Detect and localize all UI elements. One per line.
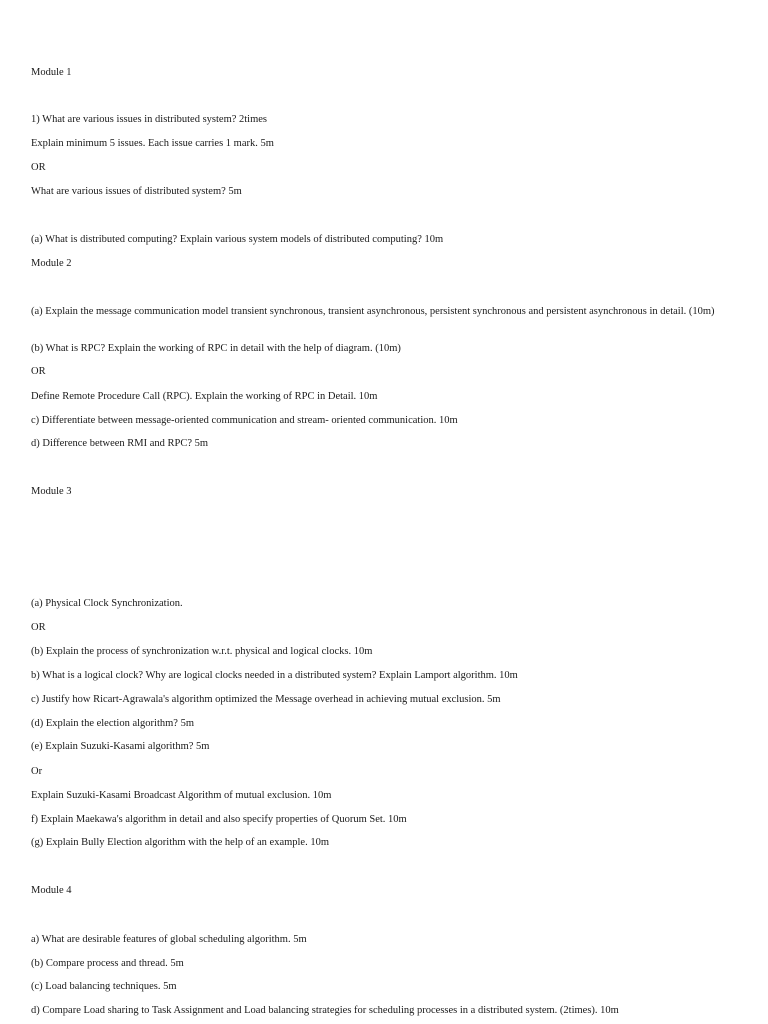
module-4-heading: Module 4 xyxy=(31,885,72,896)
module-3-question-b: (b) Explain the process of synchronization w.r.t. physical and logical clocks. 10m xyxy=(31,646,373,657)
module-3-question-c: c) Justify how Ricart-Agrawala's algorithm optimized the Message overhead in achieving mutual exclusion. 5m xyxy=(31,694,501,705)
module-2-question-a: (a) Explain the message communication model transient synchronous, transient asynchronous, persistent synchronous and persistent asynchronous in detail. (10m) xyxy=(31,306,715,317)
module-4-question-a: a) What are desirable features of global scheduling algorithm. 5m xyxy=(31,934,307,945)
module-4-question-c: (c) Load balancing techniques. 5m xyxy=(31,981,177,992)
module-1-heading: Module 1 xyxy=(31,67,72,78)
module-3-question-f: f) Explain Maekawa's algorithm in detail and also specify properties of Quorum Set. 10m xyxy=(31,814,407,825)
module-1-question-1: 1) What are various issues in distributed system? 2times xyxy=(31,114,268,125)
module-2-question-c: c) Differentiate between message-oriented communication and stream- oriented communication. 10m xyxy=(31,415,458,426)
module-3-question-a: (a) Physical Clock Synchronization. xyxy=(31,598,183,609)
module-1-question-1-note: Explain minimum 5 issues. Each issue carries 1 mark. 5m xyxy=(31,138,274,149)
module-3-or-2: Or xyxy=(31,766,43,777)
module-3-question-d: (d) Explain the election algorithm? 5m xyxy=(31,718,194,729)
module-3-or: OR xyxy=(31,622,46,633)
module-4-question-d: d) Compare Load sharing to Task Assignment and Load balancing strategies for scheduling processes in a distributed system. (2times). 10m xyxy=(31,1005,619,1016)
module-3-question-e: (e) Explain Suzuki-Kasami algorithm? 5m xyxy=(31,741,210,752)
module-2-heading: Module 2 xyxy=(31,258,72,269)
module-3-question-e-alt: Explain Suzuki-Kasami Broadcast Algorithm of mutual exclusion. 10m xyxy=(31,790,332,801)
module-1-question-1-alt: What are various issues of distributed system? 5m xyxy=(31,186,242,197)
module-3-question-b2: b) What is a logical clock? Why are logical clocks needed in a distributed system? Explain Lamport algorithm. 10m xyxy=(31,670,518,681)
module-2-question-d: d) Difference between RMI and RPC? 5m xyxy=(31,438,209,449)
module-2-question-b: (b) What is RPC? Explain the working of RPC in detail with the help of diagram. (10m) xyxy=(31,343,401,354)
module-2-question-b-alt: Define Remote Procedure Call (RPC). Explain the working of RPC in Detail. 10m xyxy=(31,391,378,402)
module-4-question-b: (b) Compare process and thread. 5m xyxy=(31,958,184,969)
module-1-or: OR xyxy=(31,162,46,173)
module-2-or: OR xyxy=(31,366,46,377)
module-3-question-g: (g) Explain Bully Election algorithm with the help of an example. 10m xyxy=(31,837,330,848)
module-3-heading: Module 3 xyxy=(31,486,72,497)
module-1-question-a: (a) What is distributed computing? Explain various system models of distributed computing? 10m xyxy=(31,234,444,245)
